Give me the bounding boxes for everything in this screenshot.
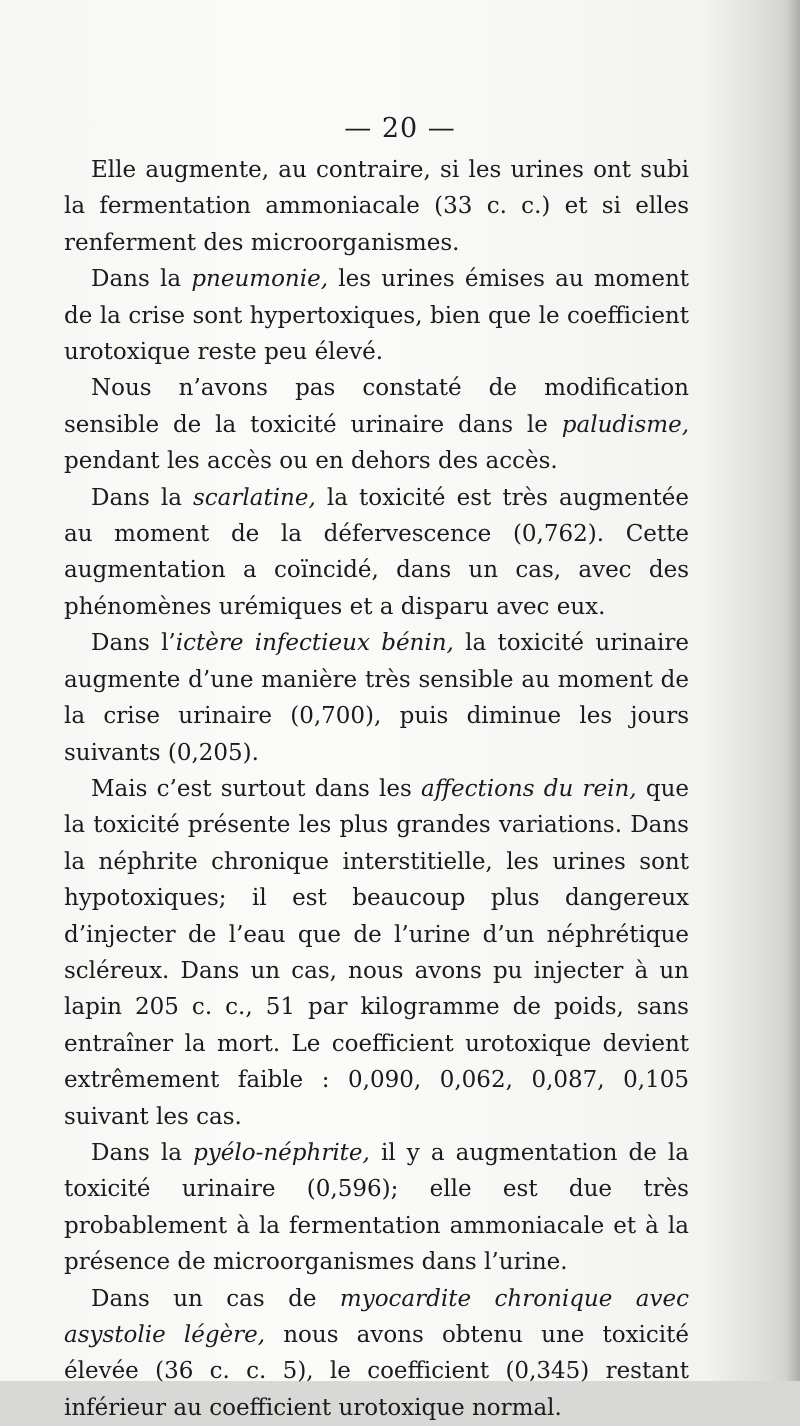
text-run: pendant les accès ou en dehors des accès. — [64, 448, 558, 475]
italic-term: scarlatine, — [193, 484, 316, 511]
paragraph-p4 — [64, 480, 689, 626]
text-run: Dans la — [91, 484, 193, 511]
italic-term: affections du rein, — [420, 775, 637, 802]
page-edge-shadow — [786, 0, 800, 1381]
text-run: la toxicité est très augmentée au moment de la défervescence (0,762). Cette augmentation a coïncidé, dans un cas, avec des phénomènes urémiques et a disparu avec eux. — [64, 484, 690, 620]
paragraph-p6 — [64, 771, 689, 1135]
text-run: les urines émises au moment de la crise sont hypertoxiques, bien que le coefficient urotoxique reste peu élevé. — [64, 266, 689, 366]
italic-term: paludisme, — [561, 411, 689, 438]
text-run: Dans la — [91, 1139, 194, 1166]
text-run: que la toxicité présente les plus grandes variations. Dans la néphrite chronique interstitielle, les urines sont hypotoxiques; il est beaucoup plus dangereux d’injecter de l’eau que de l’urine d’un néphrétique scléreux. Dans un cas, nous avons pu injecter à un lapin 205 c. c., 51 par kilogramme de poids, sans entraîner la mort. Le coefficient urotoxique devient extrêmement faible : 0,090, 0,062, 0,087, 0,105 suivant les cas. — [64, 775, 689, 1130]
italic-term: ictère infectieux bénin, — [175, 630, 454, 657]
paragraph-p7 — [64, 1135, 689, 1281]
text-run: Elle augmente, au contraire, si les urines ont subi la fermentation ammoniacale (33 c. c.) et si elles renferment des microorganismes. — [64, 157, 689, 256]
text-run: nous avons obtenu une toxicité élevée (36 c. c. 5), le coefficient (0,345) restant inférieur au coefficient urotoxique normal. — [64, 1322, 690, 1421]
text-run: Dans la — [91, 266, 192, 293]
paragraph-p8 — [64, 1281, 689, 1426]
paragraph-p2 — [64, 261, 689, 370]
paragraph-p5 — [64, 625, 689, 771]
paragraph-p1 — [64, 152, 689, 261]
text-run: la toxicité urinaire augmente d’une manière très sensible au moment de la crise urinaire (0,700), puis diminue les jours suivants (0,205). — [64, 630, 689, 766]
text-run: il y a augmentation de la toxicité urinaire (0,596); elle est due très probablement à la fermentation ammoniacale et à la présence de microorganismes dans l’urine. — [64, 1139, 689, 1276]
italic-term: pneumonie, — [191, 266, 329, 293]
text-run: Dans un cas de — [91, 1285, 340, 1312]
text-run: Dans l’ — [91, 630, 176, 657]
text-run: Nous n’avons pas constaté de modification sensible de la toxicité urinaire dans le — [64, 375, 689, 438]
page-number: — 20 — — [344, 113, 456, 144]
text-run: Mais c’est surtout dans les — [91, 775, 421, 802]
italic-term: myocardite chronique avec asystolie légère, — [64, 1285, 689, 1348]
paragraph-p3 — [64, 370, 689, 479]
body-text — [64, 152, 689, 1426]
italic-term: pyélo-néphrite, — [193, 1139, 370, 1166]
